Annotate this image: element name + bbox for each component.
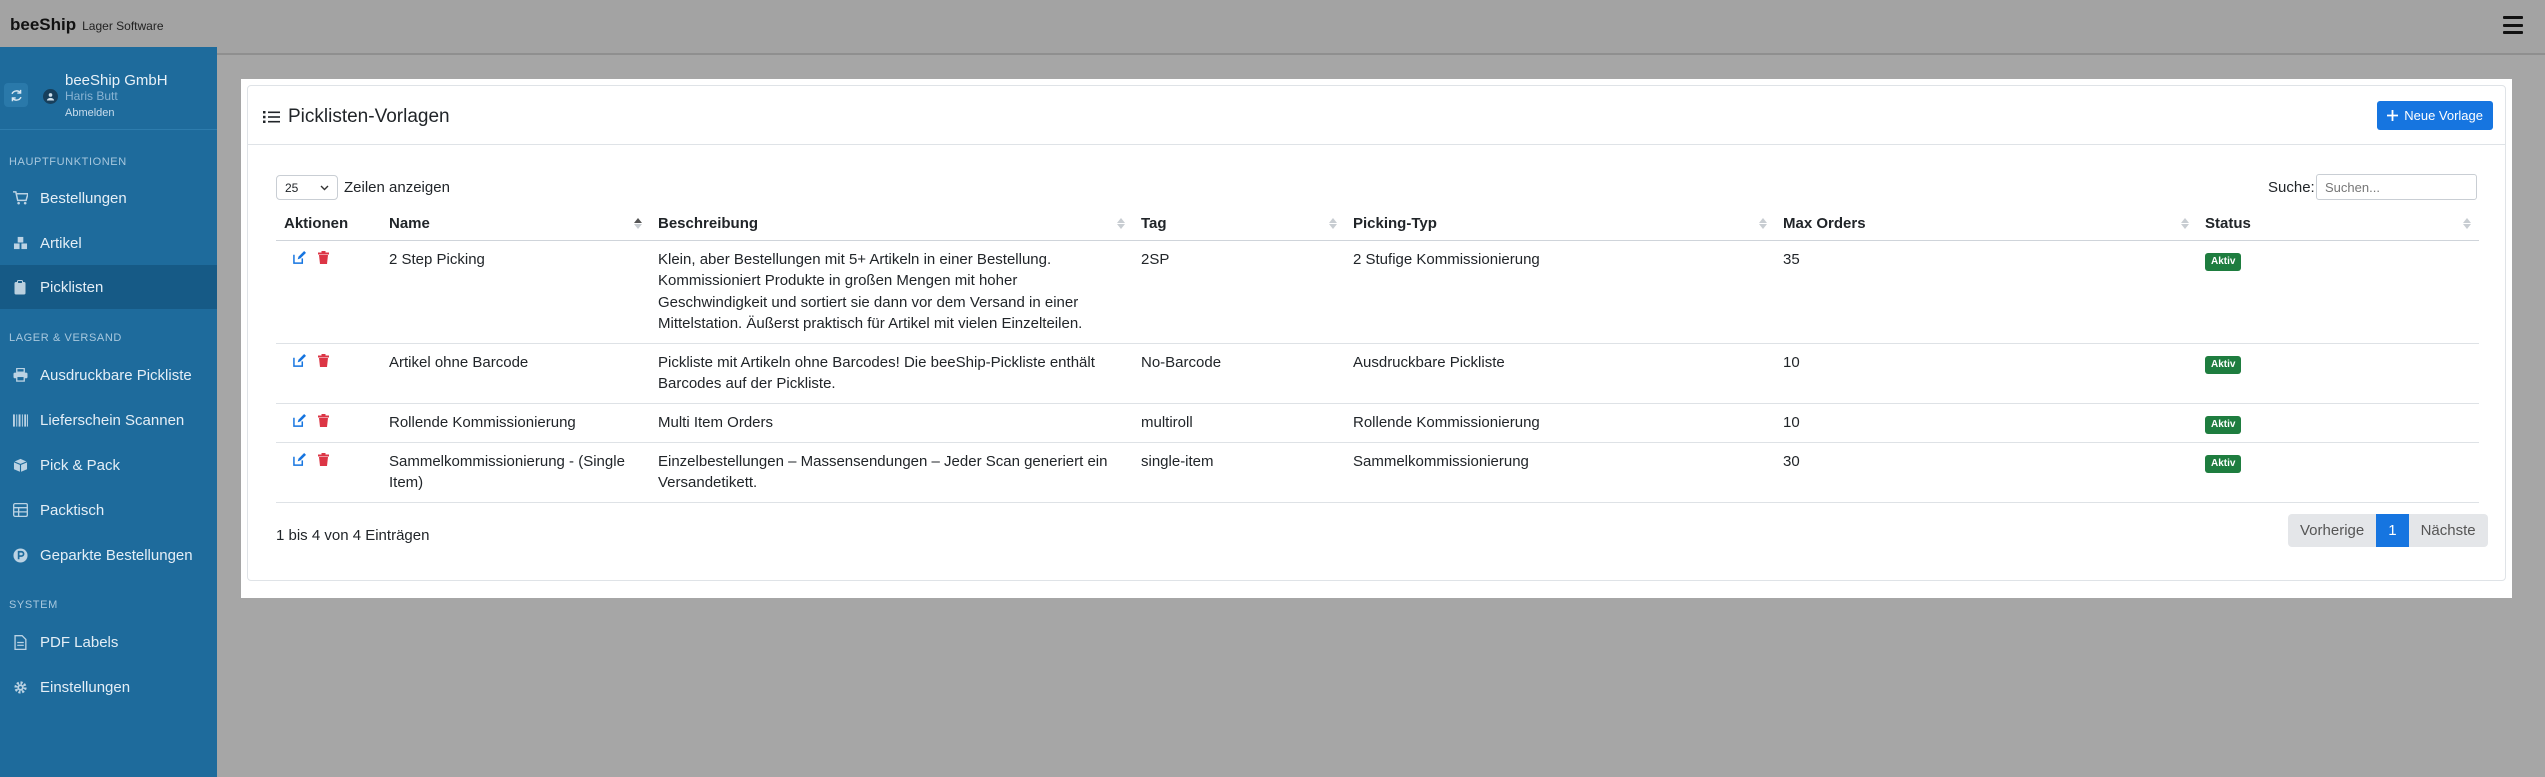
column-header-label: Status: [2205, 215, 2251, 233]
sidebar-item-label: Geparkte Bestellungen: [40, 546, 193, 564]
list-icon: [263, 110, 280, 124]
name-cell: Artikel ohne Barcode: [381, 343, 650, 403]
column-header-label: Tag: [1141, 215, 1167, 233]
section-hauptfunktionen: HAUPTFUNKTIONEN: [9, 156, 127, 168]
section-lager-versand: LAGER & VERSAND: [9, 332, 122, 344]
barcode-icon: [12, 412, 28, 428]
sidebar-item-ausdruckbare-pickliste[interactable]: [0, 353, 217, 397]
gear-icon: [12, 679, 28, 695]
column-header-label: Name: [389, 215, 430, 233]
picking-type-cell: Rollende Kommissionierung: [1345, 403, 1775, 442]
parking-icon: [12, 547, 28, 563]
name-cell: Rollende Kommissionierung: [381, 403, 650, 442]
page-title: [263, 106, 450, 128]
delete-icon[interactable]: [316, 414, 330, 428]
page-length-value: 25: [285, 180, 299, 195]
column-header-label: Beschreibung: [658, 215, 759, 233]
company-name: beeShip GmbH: [65, 72, 168, 89]
picking-type-cell: 2 Stufige Kommissionierung: [1345, 240, 1775, 343]
tag-cell: multiroll: [1133, 403, 1345, 442]
actions-cell: [276, 442, 381, 502]
actions-cell: [276, 343, 381, 403]
description-cell: Pickliste mit Artikeln ohne Barcodes! Die beeShip-Pickliste enthält Barcodes auf der Pickliste.: [650, 343, 1133, 403]
status-cell: [2197, 343, 2479, 403]
tag-cell: 2SP: [1133, 240, 1345, 343]
name-cell: 2 Step Picking: [381, 240, 650, 343]
clipboard-icon: [12, 279, 28, 295]
name-cell: Sammelkommissionierung - (Single Item): [381, 442, 650, 502]
max-orders-cell: 35: [1775, 240, 2197, 343]
delete-icon[interactable]: [316, 251, 330, 265]
sidebar-item-picklisten[interactable]: [0, 265, 217, 309]
column-header-label: Max Orders: [1783, 215, 1866, 233]
sidebar: [0, 47, 217, 777]
column-header-beschreibung[interactable]: [650, 208, 1133, 240]
pagination-next[interactable]: Nächste: [2409, 514, 2488, 547]
edit-icon[interactable]: [292, 251, 306, 265]
templates-card: [247, 85, 2506, 581]
package-icon: [12, 457, 28, 473]
table-header-row: [276, 208, 2479, 240]
main-content: [241, 79, 2512, 598]
table-icon: [12, 502, 28, 518]
delete-icon[interactable]: [316, 453, 330, 467]
sidebar-item-einstellungen[interactable]: [0, 665, 217, 709]
page-length-label: Zeilen anzeigen: [344, 179, 450, 196]
sidebar-item-label: Pick & Pack: [40, 456, 121, 474]
cart-icon: [12, 190, 28, 206]
sidebar-item-label: Ausdruckbare Pickliste: [40, 366, 192, 384]
actions-cell: [276, 240, 381, 343]
picking-type-cell: Ausdruckbare Pickliste: [1345, 343, 1775, 403]
chevron-down-icon: [320, 185, 329, 191]
sidebar-item-label: Artikel: [40, 234, 82, 252]
status-cell: [2197, 240, 2479, 343]
table-row: [276, 343, 2479, 403]
new-template-label: Neue Vorlage: [2404, 108, 2483, 123]
sidebar-item-label: Lieferschein Scannen: [40, 411, 185, 429]
column-header-label: Picking-Typ: [1353, 215, 1437, 233]
max-orders-cell: 10: [1775, 343, 2197, 403]
menu-toggle-icon[interactable]: [2503, 16, 2523, 34]
sync-button[interactable]: [4, 83, 28, 107]
status-badge: Aktiv: [2205, 253, 2241, 271]
new-template-button[interactable]: [2377, 101, 2493, 130]
templates-table: [276, 208, 2479, 503]
pagination-page-1[interactable]: 1: [2376, 514, 2408, 547]
sidebar-item-bestellungen[interactable]: [0, 176, 217, 220]
sort-icon: [2463, 218, 2471, 229]
brand-name: beeShip: [10, 15, 77, 34]
page-title-text: Picklisten-Vorlagen: [288, 106, 450, 127]
sidebar-item-label: Picklisten: [40, 278, 104, 296]
column-header-picking-typ[interactable]: [1345, 208, 1775, 240]
table-row: [276, 240, 2479, 343]
tag-cell: No-Barcode: [1133, 343, 1345, 403]
sidebar-item-label: Bestellungen: [40, 189, 127, 207]
sidebar-item-label: Packtisch: [40, 501, 105, 519]
user-name: Haris Butt: [65, 89, 118, 103]
sort-icon: [1759, 218, 1767, 229]
sort-icon: [1117, 218, 1125, 229]
page-length-select[interactable]: [276, 175, 338, 200]
top-bar: [0, 0, 2545, 55]
sort-icon: [2181, 218, 2189, 229]
pagination-previous[interactable]: Vorherige: [2288, 514, 2376, 547]
user-icon: [43, 89, 58, 104]
sidebar-item-geparkte-bestellungen[interactable]: [0, 533, 217, 577]
brand[interactable]: [10, 15, 164, 35]
column-header-aktionen: Aktionen: [276, 208, 381, 240]
column-header-tag[interactable]: [1133, 208, 1345, 240]
edit-icon[interactable]: [292, 453, 306, 467]
edit-icon[interactable]: [292, 414, 306, 428]
sidebar-item-pick-pack[interactable]: [0, 443, 217, 487]
status-badge: Aktiv: [2205, 416, 2241, 434]
status-cell: [2197, 403, 2479, 442]
edit-icon[interactable]: [292, 354, 306, 368]
brand-subtitle: Lager Software: [82, 19, 164, 33]
sort-asc-icon: [634, 218, 642, 229]
table-row: [276, 442, 2479, 502]
status-badge: Aktiv: [2205, 356, 2241, 374]
sidebar-item-pdf-labels[interactable]: [0, 620, 217, 664]
tag-cell: single-item: [1133, 442, 1345, 502]
status-cell: [2197, 442, 2479, 502]
status-badge: Aktiv: [2205, 455, 2241, 473]
table-row: [276, 403, 2479, 442]
column-header-name[interactable]: [381, 208, 650, 240]
pagination: [2288, 514, 2488, 547]
plus-icon: [2387, 110, 2398, 121]
column-header-status[interactable]: [2197, 208, 2479, 240]
printer-icon: [12, 367, 28, 383]
sort-icon: [1329, 218, 1337, 229]
description-cell: Multi Item Orders: [650, 403, 1133, 442]
sidebar-item-artikel[interactable]: [0, 221, 217, 265]
logout-link[interactable]: Abmelden: [65, 107, 115, 119]
boxes-icon: [12, 235, 28, 251]
sidebar-item-label: Einstellungen: [40, 678, 131, 696]
sidebar-item-label: PDF Labels: [40, 633, 119, 651]
max-orders-cell: 10: [1775, 403, 2197, 442]
search-label: Suche:: [2268, 179, 2315, 196]
table-info: 1 bis 4 von 4 Einträgen: [276, 527, 430, 544]
section-system: SYSTEM: [9, 599, 58, 611]
column-header-max-orders[interactable]: [1775, 208, 2197, 240]
sidebar-item-packtisch[interactable]: [0, 488, 217, 532]
search-input[interactable]: [2316, 174, 2477, 200]
actions-cell: [276, 403, 381, 442]
description-cell: Einzelbestellungen – Massensendungen – Jeder Scan generiert ein Versandetikett.: [650, 442, 1133, 502]
profile-panel: [0, 47, 217, 130]
picking-type-cell: Sammelkommissionierung: [1345, 442, 1775, 502]
sidebar-item-lieferschein-scannen[interactable]: [0, 398, 217, 442]
delete-icon[interactable]: [316, 354, 330, 368]
card-header: [248, 86, 2505, 145]
description-cell: Klein, aber Bestellungen mit 5+ Artikeln in einer Bestellung. Kommissioniert Produkte in großen Mengen mit hoher Geschwindigkeit und sortiert sie dann vor dem Versand in einer Mittelstation. Äußerst praktisch für Artikel mit vielen Einzelteilen.: [650, 240, 1133, 343]
file-pdf-icon: [12, 634, 28, 650]
refresh-icon: [10, 89, 23, 102]
max-orders-cell: 30: [1775, 442, 2197, 502]
